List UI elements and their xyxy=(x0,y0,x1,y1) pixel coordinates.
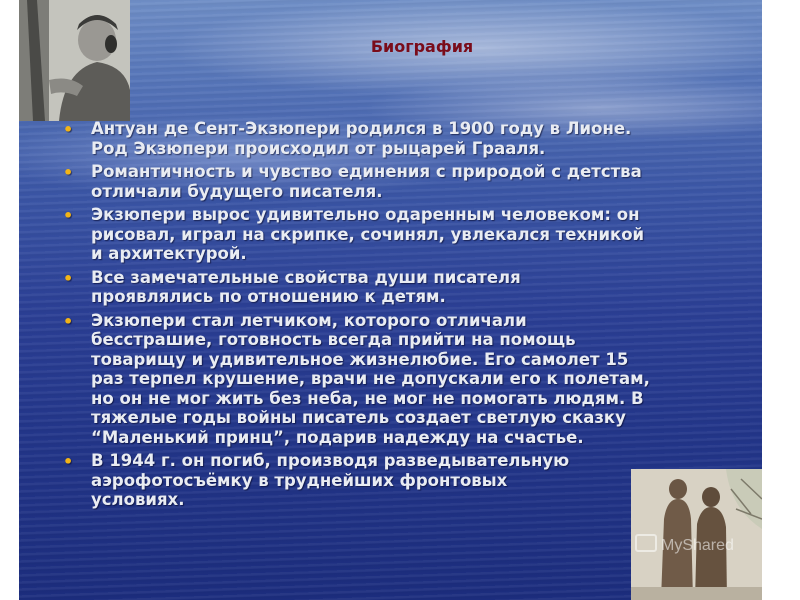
presentation-icon xyxy=(635,534,657,552)
watermark-text: MyShared xyxy=(661,537,734,554)
bullet-item xyxy=(63,119,753,158)
bullet-text: Экзюпери вырос удивительно одаренным человеком: он рисовал, играл на скрипке, сочинял, увлекался техникой и архитектурой. xyxy=(91,205,645,263)
bullet-dot-icon: • xyxy=(63,452,74,471)
presentation-slide xyxy=(19,0,762,600)
bullet-item xyxy=(63,205,753,264)
bullet-text: Экзюпери стал летчиком, которого отличали бесстрашие, готовность всегда прийти на помощь товарищу и удивительное жизнелюбие. Его самолет 15 раз терпел крушение, врачи не допускали его к полетам, но он не мог жить без неба, не мог не помогать людям. В тяжелые годы войны писатель создает светлую сказку “Маленький принц”, подарив надежду на счастье. xyxy=(91,310,650,447)
bullet-item xyxy=(63,162,753,201)
bullet-dot-icon: • xyxy=(63,120,74,139)
pilot-photo xyxy=(19,0,130,121)
bullet-dot-icon: • xyxy=(63,206,74,225)
bullet-dot-icon: • xyxy=(63,163,74,182)
bullet-text: Антуан де Сент-Экзюпери родился в 1900 году в Лионе. Род Экзюпери происходил от рыцарей Грааля. xyxy=(91,119,632,158)
bullet-item xyxy=(63,311,753,448)
slide-title: Биография xyxy=(370,37,474,56)
bullet-dot-icon: • xyxy=(63,268,74,288)
bullet-dot-icon: • xyxy=(63,311,74,331)
watermark xyxy=(635,534,755,556)
bullet-text: В 1944 г. он погиб, производя разведывательную аэрофотосъёмку в труднейших фронтовых условиях. xyxy=(91,451,570,509)
bullet-text: Все замечательные свойства души писателя проявлялись по отношению к детям. xyxy=(91,267,521,306)
bullet-list xyxy=(63,119,753,514)
bullet-item xyxy=(63,268,753,307)
pilot-photo-drawing xyxy=(19,0,130,121)
bullet-text: Романтичность и чувство единения с природой с детства отличали будущего писателя. xyxy=(91,162,642,201)
